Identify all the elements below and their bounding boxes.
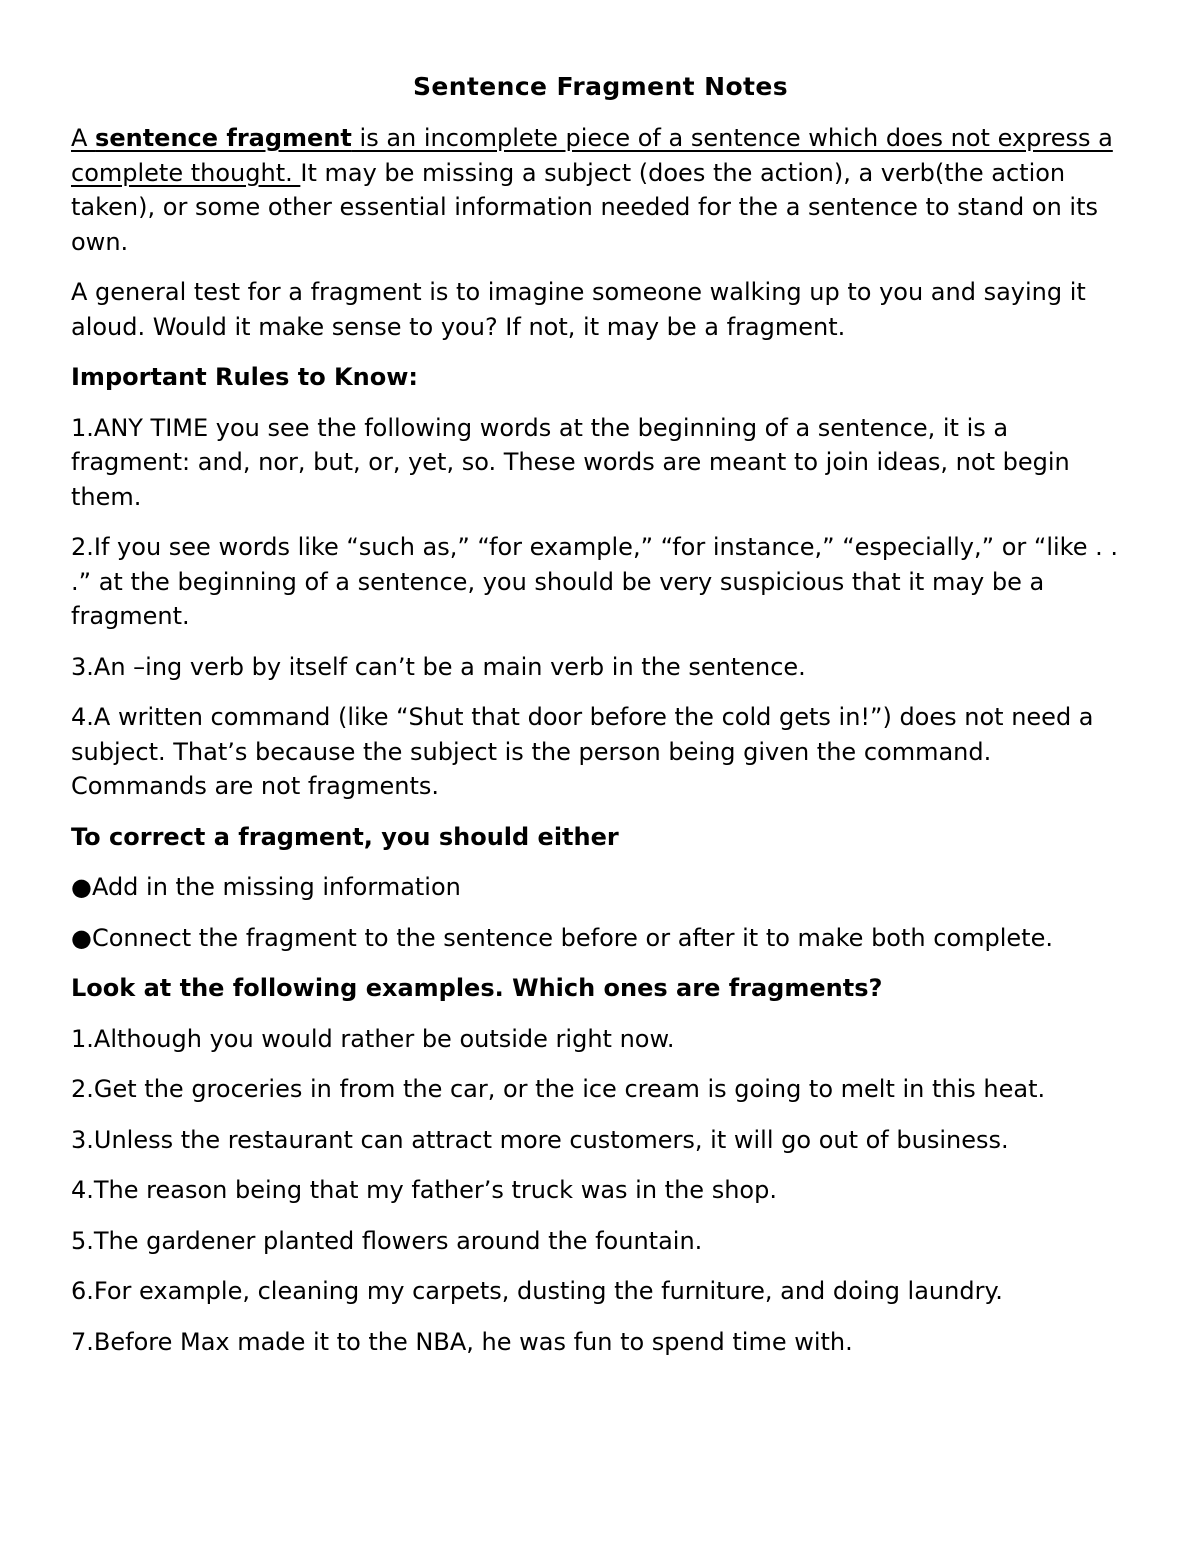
correction-heading: To correct a fragment, you should either <box>71 822 619 851</box>
example-item-6: 6.For example, cleaning my carpets, dusting the furniture, and doing laundry. <box>71 1277 1003 1305</box>
rule-item-1: 1.ANY TIME you see the following words at the beginning of a sentence, it is a fragment: and, nor, but, or, yet, so. These words are meant to join ideas, not begin them. <box>71 413 1070 511</box>
example-item-3: 3.Unless the restaurant can attract more customers, it will go out of business. <box>71 1125 1009 1154</box>
example-item-4: 4.The reason being that my father’s truck was in the shop. <box>71 1176 777 1204</box>
definition-term: sentence fragment <box>95 124 352 152</box>
example-item-2: 2.Get the groceries in from the car, or the ice cream is going to melt in this heat. <box>71 1075 1046 1103</box>
rule-item-2: 2.If you see words like “such as,” “for example,” “for instance,” “especially,” or “like . . .” at the beginning of a sentence, you should be very suspicious that it may be a fragment. <box>71 533 1118 630</box>
rule-item-3: 3.An –ing verb by itself can’t be a main verb in the sentence. <box>71 652 806 681</box>
test-paragraph: A general test for a fragment is to imagine someone walking up to you and saying it aloud. Would it make sense to you? If not, it may be a fragment. <box>71 278 1086 341</box>
rules-heading: Important Rules to Know: <box>71 363 418 391</box>
examples-heading: Look at the following examples. Which ones are fragments? <box>71 974 883 1002</box>
definition-paragraph <box>71 121 1130 259</box>
example-item-7: 7.Before Max made it to the NBA, he was fun to spend time with. <box>71 1327 853 1356</box>
page-title: Sentence Fragment Notes <box>412 72 789 101</box>
definition-lead: A <box>71 124 96 152</box>
rule-item-4: 4.A written command (like “Shut that door before the cold gets in!”) does not need a subject. That’s because the subject is the person being given the command. Commands are not fragments. <box>71 703 1094 800</box>
example-item-1: 1.Although you would rather be outside right now. <box>71 1024 675 1053</box>
correction-item-2: ●Connect the fragment to the sentence before or after it to make both complete. <box>71 923 1053 952</box>
example-item-5: 5.The gardener planted flowers around the fountain. <box>71 1226 703 1255</box>
correction-item-1: ●Add in the missing information <box>71 873 461 901</box>
definition-continuation: It may be missing a subject (does the action), a verb(the action taken), or some other essential information needed for the a sentence to stand on its own. <box>71 158 1099 256</box>
definition-text: is an incomplete piece of a sentence which does not express a complete thought. <box>71 124 1113 187</box>
